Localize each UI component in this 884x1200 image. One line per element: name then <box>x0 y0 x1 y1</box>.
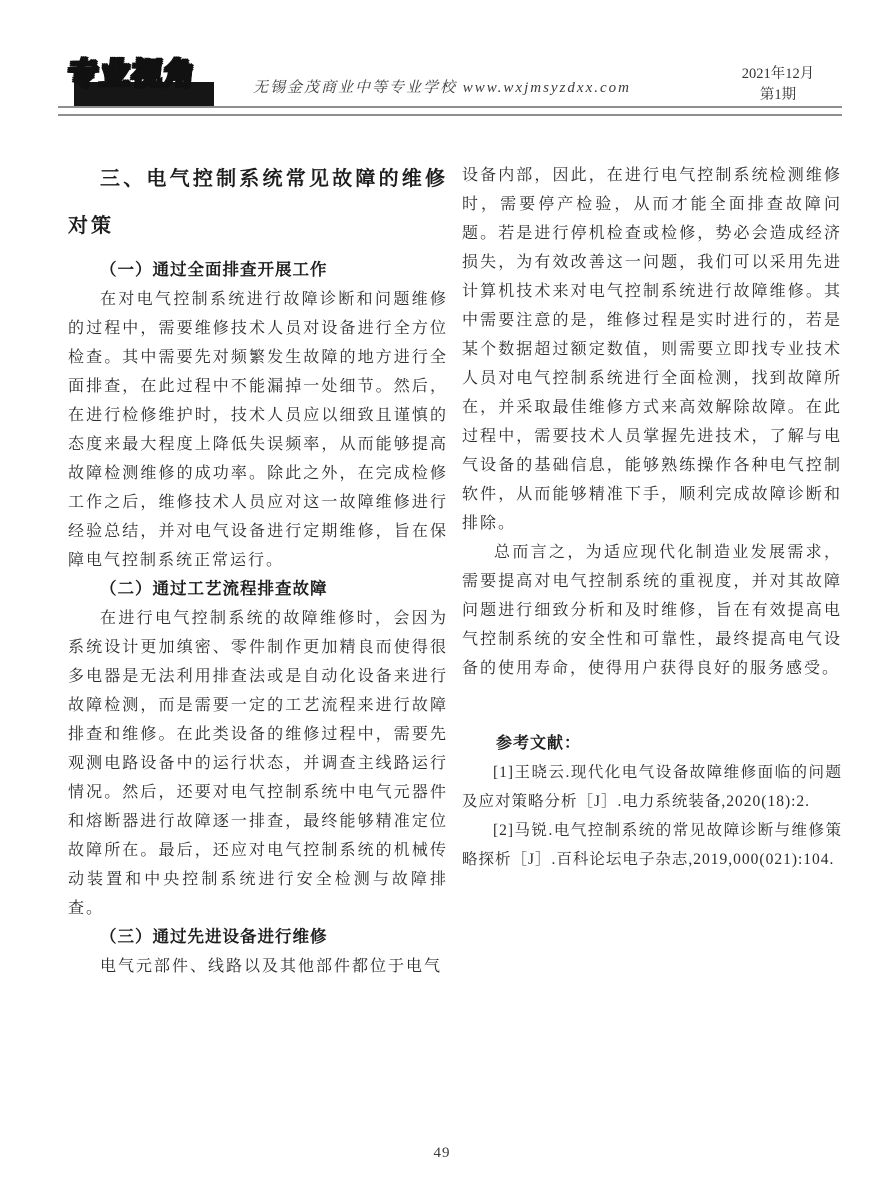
left-column <box>68 156 448 981</box>
issue-info <box>718 64 838 106</box>
issue-number: 第1期 <box>759 87 797 103</box>
subsection-2-heading: （二）通过工艺流程排查故障 <box>100 580 328 598</box>
subsection-1-paragraph: 在对电气控制系统进行故障诊断和问题维修的过程中，需要维修技术人员对设备进行全方位检查。其中需要先对频繁发生故障的地方进行全面排查，在此过程中不能漏掉一处细节。然后，在进行检修维护时，技术人员应以细致且谨慎的态度来最大程度上降低失误频率，从而能够提高故障检测维修的成功率。除此之外，在完成检修工作之后，维修技术人员应对这一故障维修进行经验总结，并对电气设备进行定期维修，旨在保障电气控制系统正常运行。 <box>68 291 448 569</box>
article-body <box>68 156 842 981</box>
subsection-3-paragraph-start: 电气元部件、线路以及其他部件都位于电气 <box>100 958 443 975</box>
subsection-2-paragraph: 在进行电气控制系统的故障维修时，会因为系统设计更加缜密、零件制作更加精良而使得很多电器是无法利用排查法或是自动化设备来进行故障检测，而是需要一定的工艺流程来进行故障排查和维修。在此类设备的维修过程中，需要先观测电路设备中的运行状态，并调查主线路运行情况。然后，还要对电气控制系统中电气元器件和熔断器进行故障逐一排查，最终能够精准定位故障所在。最后，还应对电气控制系统的机械传动装置和中央控制系统进行安全检测与故障排查。 <box>68 610 448 917</box>
subsection-3-paragraph-continued: 设备内部，因此，在进行电气控制系统检测维修时，需要停产检验，从而才能全面排查故障问题。若是进行停机检查或检修，势必会造成经济损失，为有效改善这一问题，我们可以采用先进计算机技术来对电气控制系统进行故障维修。其中需要注意的是，维修过程是实时进行的，若是某个数据超过额定数值，则需要立即找专业技术人员对电气控制系统进行全面检测，找到故障所在，并采取最佳维修方式来高效解除故障。在此过程中，需要技术人员掌握先进技术，了解与电气设备的基础信息，能够熟练操作各种电气控制软件，从而能够精准下手，顺利完成故障诊断和排除。 <box>462 167 842 532</box>
reference-item-1: [1]王晓云.现代化电气设备故障维修面临的问题及应对策略分析［J］.电力系统装备,2020(18):2. <box>462 764 842 810</box>
journal-logo <box>68 56 218 108</box>
page-header <box>0 0 884 118</box>
page-footer <box>0 1145 884 1162</box>
issue-date: 2021年12月 <box>741 66 815 82</box>
header-double-rule <box>58 106 842 116</box>
reference-item-2: [2]马锐.电气控制系统的常见故障诊断与维修策略探析［J］.百科论坛电子杂志,2019,000(021):104. <box>462 822 842 868</box>
section-title: 三、电气控制系统常见故障的维修对策 <box>68 168 448 237</box>
page-number: 49 <box>433 1145 451 1161</box>
subsection-3-heading: （三）通过先进设备进行维修 <box>100 928 328 946</box>
right-column <box>462 156 842 981</box>
school-name-and-url: 无锡金茂商业中等专业学校 www.wxjmsyzdxx.com <box>253 80 631 96</box>
references-heading: 参考文献： <box>496 735 582 752</box>
conclusion-paragraph: 总而言之，为适应现代化制造业发展需求，需要提高对电气控制系统的重视度，并对其故障问题进行细致分析和及时维修，旨在有效提高电气控制系统的安全性和可靠性，最终提高电气设备的使用寿命，使得用户获得良好的服务感受。 <box>462 544 842 677</box>
journal-logo-text: 专业视角 <box>66 58 198 91</box>
subsection-1-heading: （一）通过全面排查开展工作 <box>100 261 328 279</box>
